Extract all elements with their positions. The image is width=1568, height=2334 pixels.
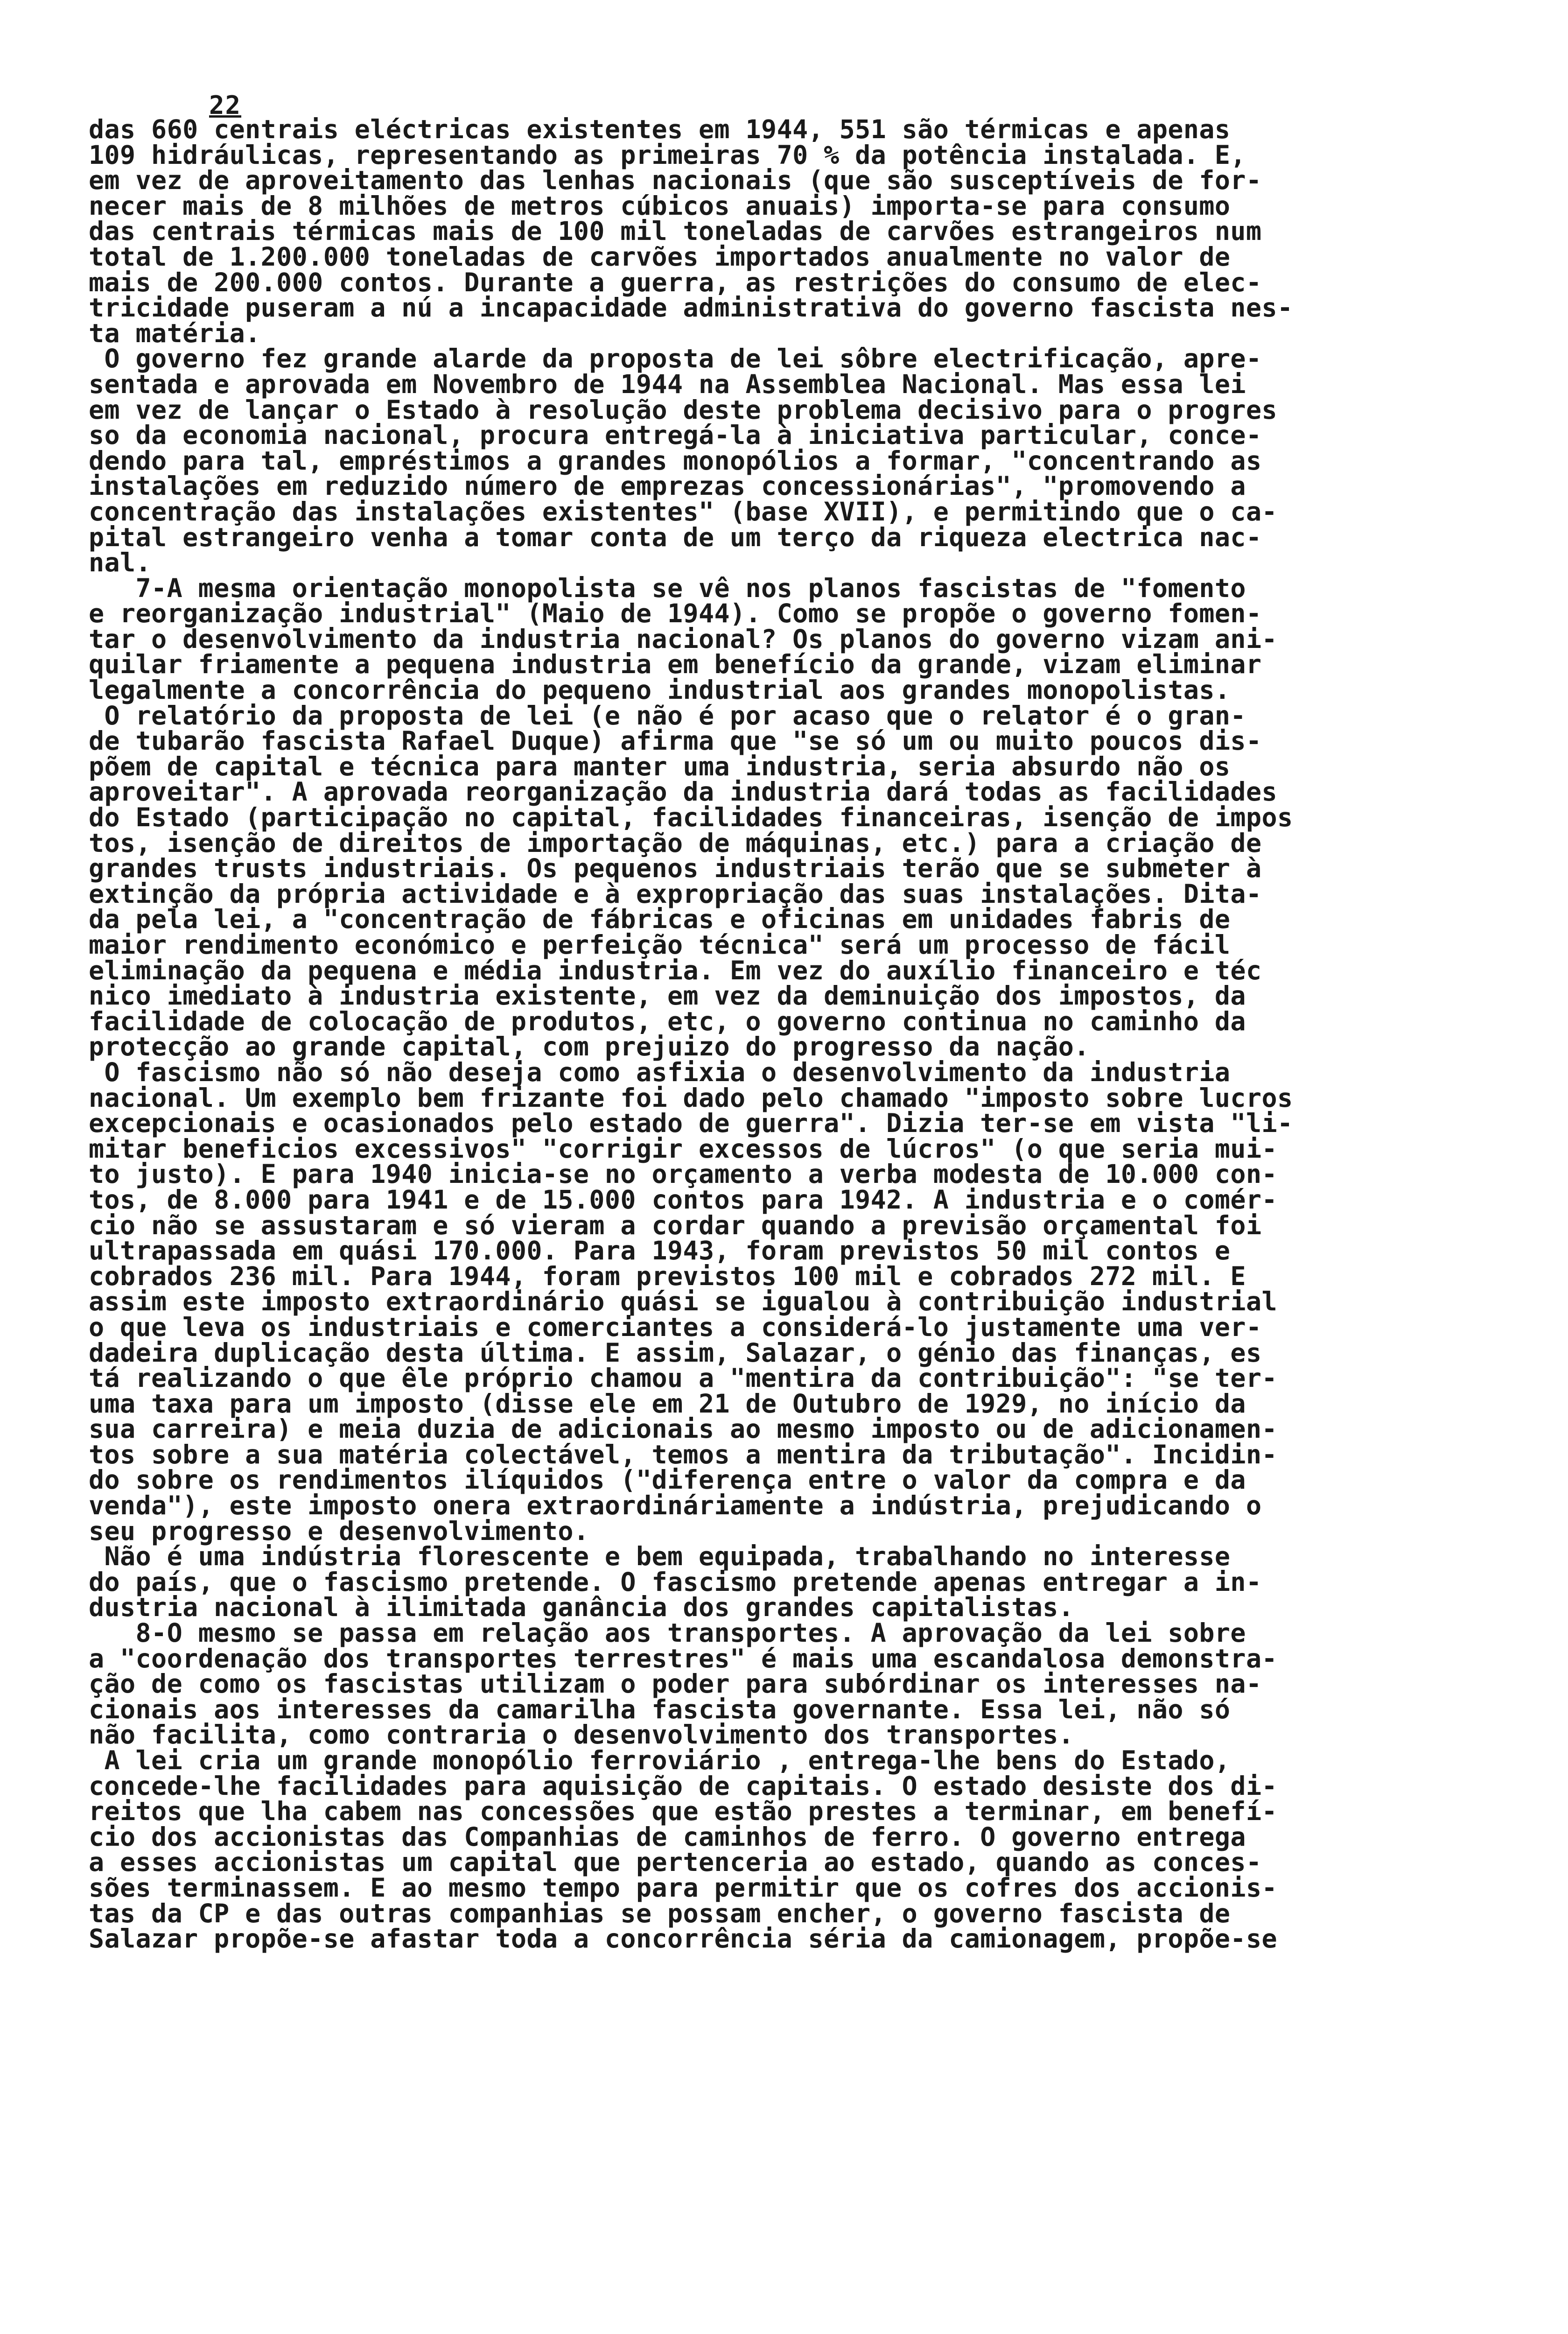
text-line: facilidade de colocação de produtos, etc, o governo continua no caminho da xyxy=(89,1006,1246,1036)
text-line: do sobre os rendimentos ilíquidos ("diferença entre o valor da compra e da xyxy=(89,1465,1246,1495)
text-line: cio não se assustaram e só vieram a cordar quando a previsão orçamental foi xyxy=(89,1210,1262,1240)
text-line: venda"), este imposto onera extraordináriamente a indústria, prejudicando o xyxy=(89,1490,1262,1521)
text-line: a "coordenação dos transportes terrestres" é mais uma escandalosa demonstra- xyxy=(89,1643,1277,1673)
text-line: aproveitar". A aprovada reorganização da industria dará todas as facilidades xyxy=(89,777,1277,807)
text-line: concentração das instalações existentes" (base XVII), e permitindo que o ca- xyxy=(89,496,1277,527)
page-number: 22 xyxy=(209,91,242,120)
text-line: ta matéria. xyxy=(89,318,261,348)
text-line: excepcionais e ocasionados pelo estado de guerra". Dizia ter-se em vista "li- xyxy=(89,1108,1293,1139)
text-line: uma taxa para um imposto (disse ele em 21 de Outubro de 1929, no início da xyxy=(89,1388,1246,1419)
text-line: cio dos accionistas das Companhias de caminhos de ferro. O governo entrega xyxy=(89,1821,1246,1852)
text-line: tricidade puseram a nú a incapacidade administrativa do governo fascista nes- xyxy=(89,293,1293,323)
text-line: maior rendimento económico e perfeição técnica" será um processo de fácil xyxy=(89,930,1231,960)
text-line: quilar friamente a pequena industria em benefício da grande, vizam eliminar xyxy=(89,649,1262,680)
text-line: assim este imposto extraordinário quási se igualou à contribuição industrial xyxy=(89,1287,1277,1317)
text-line: de tubarão fascista Rafael Duque) afirma que "se só um ou muito poucos dis- xyxy=(89,726,1262,756)
text-line: ção de como os fascistas utilizam o poder para subórdinar os interesses na- xyxy=(89,1669,1262,1699)
text-line: 7-A mesma orientação monopolista se vê nos planos fascistas de "fomento xyxy=(89,573,1246,603)
text-line: O relatório da proposta de lei (e não é por acaso que o relator é o gran- xyxy=(89,700,1246,731)
text-line: mitar beneficios excessivos" "corrigir excessos de lúcros" (o que seria mui- xyxy=(89,1133,1277,1164)
text-line: total de 1.200.000 toneladas de carvões importados anualmente no valor de xyxy=(89,241,1231,272)
text-line: protecção ao grande capital, com prejuizo do progresso da nação. xyxy=(89,1032,1090,1062)
text-line: dustria nacional à ilimitada ganância dos grandes capitalistas. xyxy=(89,1592,1074,1623)
text-line: O fascismo não só não deseja como asfixia o desenvolvimento da industria xyxy=(89,1057,1231,1087)
text-line: tá realizando o que êle próprio chamou a "mentira da contribuição": "se ter- xyxy=(89,1363,1277,1393)
text-line: cobrados 236 mil. Para 1944, foram previstos 100 mil e cobrados 272 mil. E xyxy=(89,1261,1246,1291)
text-line: a esses accionistas um capital que pertenceria ao estado, quando as conces- xyxy=(89,1847,1262,1877)
text-line: das centrais térmicas mais de 100 mil toneladas de carvões estrangeiros num xyxy=(89,216,1262,246)
text-line: grandes trusts industriais. Os pequenos industriais terão que se submeter à xyxy=(89,853,1262,884)
text-line: pital estrangeiro venha a tomar conta de um terço da riqueza electrica nac- xyxy=(89,522,1262,552)
text-line: to justo). E para 1940 inicia-se no orçamento a verba modesta de 10.000 con- xyxy=(89,1159,1277,1189)
text-line: 109 hidráulicas, representando as primeiras 70 % da potência instalada. E, xyxy=(89,140,1246,170)
text-line: põem de capital e técnica para manter uma industria, seria absurdo não os xyxy=(89,751,1231,781)
text-line: do país, que o fascismo pretende. O fascismo pretende apenas entregar a in- xyxy=(89,1567,1262,1597)
text-line: dadeira duplicação desta última. E assim, Salazar, o génio das finanças, es xyxy=(89,1337,1262,1368)
text-line: o que leva os industriais e comerciantes a considerá-lo justamente uma ver- xyxy=(89,1312,1262,1342)
text-line: tos, de 8.000 para 1941 e de 15.000 contos para 1942. A industria e o comér- xyxy=(89,1184,1277,1215)
text-line: concede-lhe facilidades para aquisição de capitais. O estado desiste dos di- xyxy=(89,1771,1277,1801)
document-body xyxy=(89,114,1498,1954)
text-line: nal. xyxy=(89,548,152,578)
text-line: dendo para tal, empréstimos a grandes monopólios a formar, "concentrando as xyxy=(89,445,1262,476)
text-line: nico imediato à industria existente, em vez da deminuição dos impostos, da xyxy=(89,981,1246,1011)
text-line: O governo fez grande alarde da proposta de lei sôbre electrificação, apre- xyxy=(89,344,1262,374)
text-line: sua carreira) e meia duzia de adicionais ao mesmo imposto ou de adicionamen- xyxy=(89,1414,1277,1444)
text-line: da pela lei, a "concentração de fábricas e oficinas em unidades fabris de xyxy=(89,904,1231,935)
text-line: tos, isenção de direitos de importação de máquinas, etc.) para a criação de xyxy=(89,828,1262,858)
text-line: tar o desenvolvimento da industria nacional? Os planos do governo vizam ani- xyxy=(89,624,1277,654)
text-line: e reorganização industrial" (Maio de 1944). Como se propõe o governo fomen- xyxy=(89,598,1262,629)
text-line: cionais aos interesses da camarilha fascista governante. Essa lei, não só xyxy=(89,1694,1231,1724)
text-line: instalações em reduzido número de emprezas concessionárias", "promovendo a xyxy=(89,471,1246,501)
text-line: mais de 200.000 contos. Durante a guerra, as restrições do consumo de elec- xyxy=(89,267,1262,297)
text-line: Não é uma indústria florescente e bem equipada, trabalhando no interesse xyxy=(89,1541,1231,1572)
text-line: extinção da própria actividade e à expropriação das suas instalações. Dita- xyxy=(89,879,1262,909)
text-line: não facilita, como contraria o desenvolvimento dos transportes. xyxy=(89,1720,1074,1750)
text-line: necer mais de 8 milhões de metros cúbicos anuais) importa-se para consumo xyxy=(89,190,1231,221)
text-line: so da economia nacional, procura entregá-la à iniciativa particular, conce- xyxy=(89,420,1262,450)
text-line: eliminação da pequena e média industria. Em vez do auxílio financeiro e téc xyxy=(89,955,1262,985)
text-line: Salazar propõe-se afastar toda a concorrência séria da camionagem, propõe-se xyxy=(89,1924,1277,1954)
text-line: sentada e aprovada em Novembro de 1944 na Assemblea Nacional. Mas essa lei xyxy=(89,369,1246,399)
text-line: nacional. Um exemplo bem frizante foi dado pelo chamado "imposto sobre lucros xyxy=(89,1083,1293,1113)
text-line: em vez de aproveitamento das lenhas nacionais (que são susceptíveis de for- xyxy=(89,165,1262,196)
text-line: seu progresso e desenvolvimento. xyxy=(89,1516,589,1546)
text-line: tas da CP e das outras companhias se possam encher, o governo fascista de xyxy=(89,1898,1231,1928)
text-line: sões terminassem. E ao mesmo tempo para permitir que os cofres dos accionis- xyxy=(89,1872,1277,1903)
text-line: ultrapassada em quási 170.000. Para 1943, foram previstos 50 mil contos e xyxy=(89,1236,1231,1266)
text-line: das 660 centrais eléctricas existentes em 1944, 551 são térmicas e apenas xyxy=(89,114,1231,144)
text-line: do Estado (participação no capital, facilidades financeiras, isenção de impos xyxy=(89,802,1293,833)
text-line: legalmente a concorrência do pequeno industrial aos grandes monopolistas. xyxy=(89,675,1231,705)
text-line: tos sobre a sua matéria colectável, temos a mentira da tributação". Incidin- xyxy=(89,1439,1277,1469)
text-line: 8-O mesmo se passa em relação aos transportes. A aprovação da lei sobre xyxy=(89,1618,1246,1648)
text-line: em vez de lançar o Estado à resolução deste problema decisivo para o progres xyxy=(89,394,1277,425)
text-line: reitos que lha cabem nas concessões que estão prestes a terminar, em benefí- xyxy=(89,1796,1277,1827)
text-line: A lei cria um grande monopólio ferroviário , entrega-lhe bens do Estado, xyxy=(89,1745,1231,1775)
